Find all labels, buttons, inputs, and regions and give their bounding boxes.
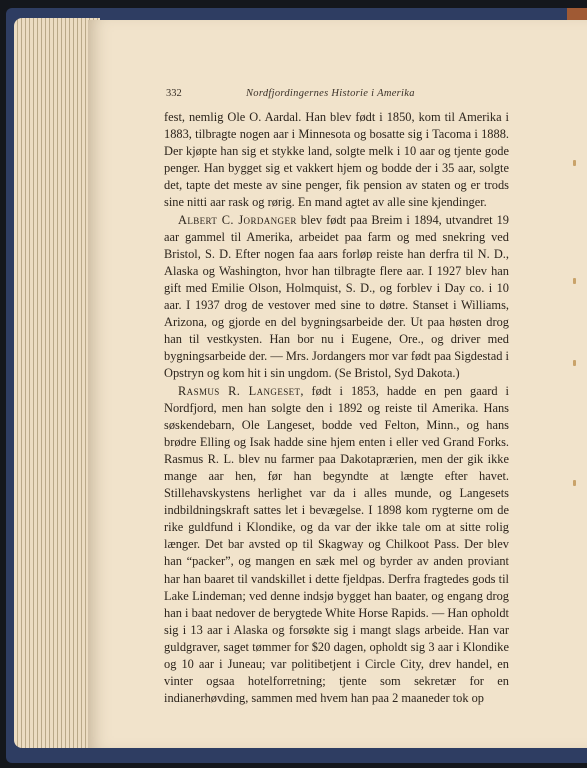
- paragraph-2: [164, 212, 509, 383]
- paragraph-2-name: Albert C. Jordanger: [178, 212, 297, 227]
- page-number: 332: [166, 88, 182, 99]
- paragraph-3: [164, 383, 509, 708]
- paragraph-3-name: Rasmus R. Langeset: [178, 383, 301, 398]
- paragraph-3-text: , født i 1853, hadde en pen gaard i Nordfjord, men han solgte den i 1892 og reiste til Amerika. Hans søskendebarn, Ole Langeset, bodde ved Felton, Minn., og hans brødre Elling og Isak hadde sine hjem enten i eller ved Grand Forks. Rasmus R. L. blev nu farmer paa Dakotaprærien, men der gik ikke mange aar hen, før han begyndte at længte efter havet. Stillehavskystens herlighet var da i alles munde, og Langesets indbildningskraft sattes let i bevægelse. I 1898 kom rygterne om de rike guldfund i Klondike, og da var der ikke tale om at sitte rolig længer. Det bar avsted op til Skagway og Chilkoot Pass. Der blev han “packer”, og mangen en sæk mel og byrder av anden proviant har han baaret til vandskillet i dette fjeldpas. Derfra fragtedes gods til Lake Lindeman; ved denne indsjø bygget han baater, og engang drog han i baat nedover de berygtede White Horse Rapids. — Han opholdt sig i 13 aar i Alaska og forsøkte sig i mangt slags arbeide. Han var guldgraver, saget tømmer for $20 dagen, opholdt sig 3 aar i Klondike og 10 aar i Juneau; var politibetjent i Circle City, drev handel, en vinter ogsaa hotelforretning; tjente som sekretær for en indianerhøvding, sammen med hvem han paa 2 maaneder tok op: [164, 383, 509, 706]
- running-title: Nordfjordingernes Historie i Amerika: [246, 88, 415, 99]
- running-head: [166, 88, 426, 102]
- paragraph-2-text: blev født paa Breim i 1894, utvandret 19 aar gammel til Amerika, arbeidet paa farm og med snekring ved Bristol, S. D. Efter nogen faa aars forløp reiste han derfra til N. D., Alaska og Washington, hvor han tilbragte flere aar. I 1927 blev han gift med Emilie Olson, Holmquist, S. D., og forblev i Day co. i 10 aar. I 1937 drog de vestover med sine to døtre. Stanset i Williams, Arizona, og gjorde en del bygningsarbeide der. Ut paa høsten drog han til vestkysten. Han bor nu i Eugene, Ore., og driver med bygningsarbeide der. — Mrs. Jordangers mor var født paa Sigdestad i Opstryn og kom hit i sin ungdom. (Se Bristol, Syd Dakota.): [164, 212, 509, 381]
- page-margin-marks: [573, 160, 579, 560]
- paragraph-1: [164, 109, 509, 212]
- paragraph-1-text: fest, nemlig Ole O. Aardal. Han blev født i 1850, kom til Amerika i 1883, tilbragte nogen aar i Minnesota og bosatte sig i Tacoma i 1888. Der kjøpte han sig et stykke land, solgte melk i 10 aar og tjente gode penger. Han bygget sig et vakkert hjem og bodde der i 35 aar, solgte det, tapte det meste av sine penger, fik pension av staten og er trods sine nitti aar rask og rørig. En mand agtet av alle sine kjendinger.: [164, 110, 509, 210]
- body-text: [164, 109, 509, 707]
